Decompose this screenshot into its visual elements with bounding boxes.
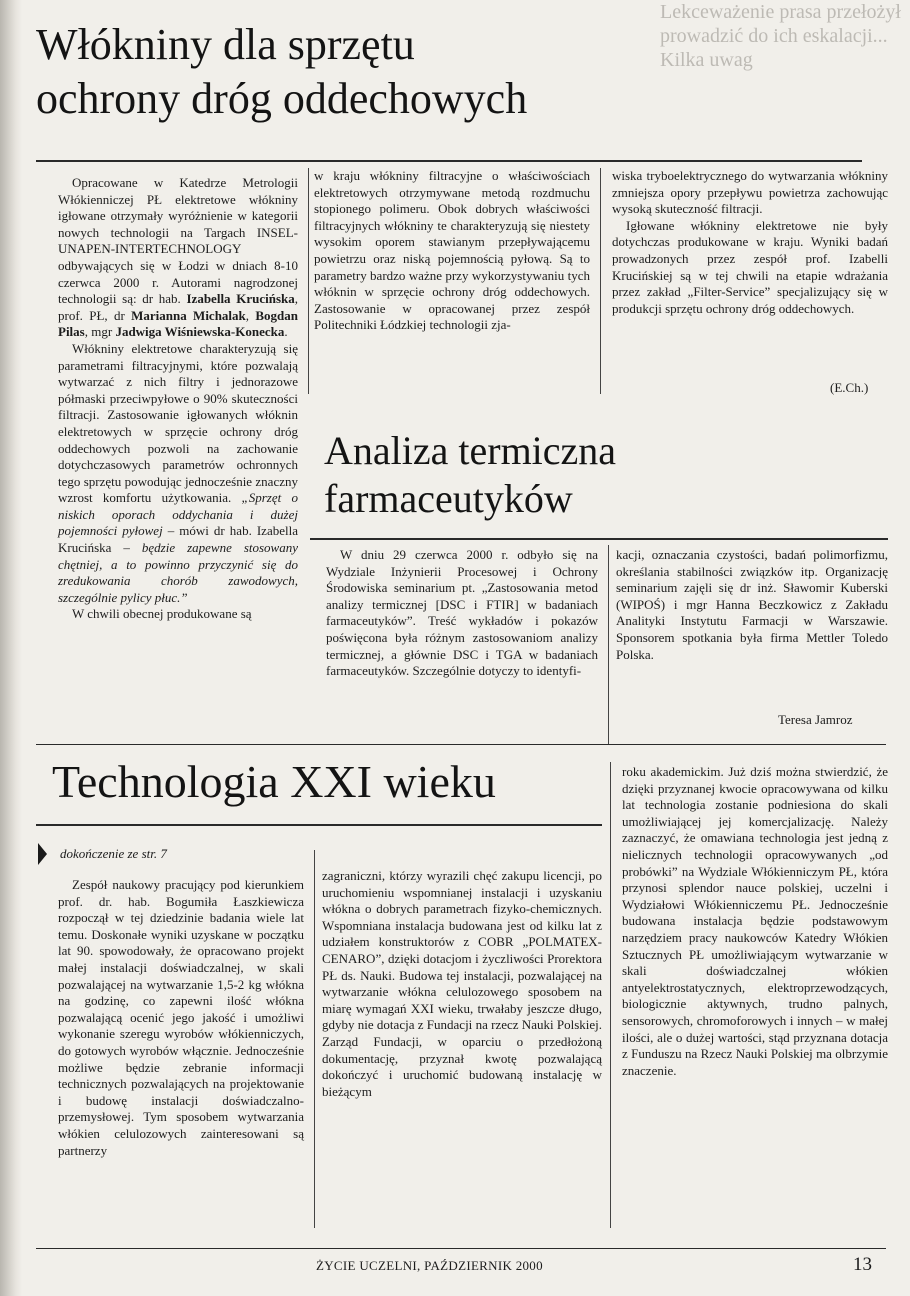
- text-run: , mgr: [84, 324, 116, 340]
- paragraph: [58, 341, 298, 607]
- article2-top-rule: [310, 538, 888, 540]
- continuation-arrow-icon: [38, 843, 47, 865]
- text-run: wiska tryboelektrycznego do wytwarzania włókniny zmniejsza opory przepływu powietrza zachowując wysoką skuteczność filtracji.: [612, 168, 888, 217]
- page-gutter-shadow: [0, 0, 22, 1296]
- paragraph: [326, 547, 598, 680]
- text-run: ,: [245, 307, 256, 323]
- text-run: Opracowane w Katedrze Metrologii Włókienniczej PŁ elektretowe włókniny igłowane otrzymały wyróżnienie w kategorii nowych technologii na Targach INSEL-UNAPEN-INTERTECHNOLOGY odbywających się w Łodzi w dniach 8-10 czerwca 2000 r. Autorami nagrodzonej technologii są: dr hab.: [58, 175, 298, 307]
- author-name: Marianna Michalak: [131, 307, 246, 323]
- text-run: kacji, oznaczania czystości, badań polimorfizmu, określania stabilności związków itp. Organizację seminarium zajęli się dr inż. Sławomir Kuberski (WIPOŚ) i mgr Hanna Beczkowicz z Zakładu Analityki Instytutu Farmacji w Warszawie. Sponsorem spotkania była firma Mettler Toledo Polska.: [616, 547, 888, 662]
- footer-publication: ŻYCIE UCZELNI, PAŹDZIERNIK 2000: [316, 1258, 543, 1273]
- quote-text: „Sprzęt o niskich oporach oddychania i dużej pojemności pyłowej: [58, 490, 298, 539]
- text-run: w kraju włókniny filtracyjne o właściwościach elektretowych otrzymywane metodą rozdmuchu stopionego polimeru. Obok dobrych właściwości filtracyjnych włókniny te charakteryzują się niestety wysokim oporem stawianym przepływającemu powietrzu oraz niską pojemnością pyłową. Są to parametry bardzo ważne przy wykorzystywaniu tych włóknin w sprzęcie ochrony dróg oddechowych. Zastosowanie w opracowanej przez zespół Politechniki Łódzkiej technologii zja-: [314, 168, 590, 333]
- paragraph: [58, 606, 298, 623]
- show-through-text: Lekceważenie prasa przełożył prowadzić do ich eskalacji... Kilka uwag: [660, 1, 901, 71]
- article1-top-rule: [36, 160, 862, 162]
- column-divider: [600, 168, 601, 394]
- text-run: zagraniczni, którzy wyrazili chęć zakupu licencji, po uruchomieniu wspomnianej instalacji i uzyskaniu włókna o dobrych parametrach fizyko-chemicznych. Wspomniana instalacja budowana jest od kilku lat z udziałem konstruktorów z COBR „POLMATEX-CENARO”, dzięki dotacjom i życzliwości Prorektora PŁ ds. Nauki. Budowa tej instalacji, pozwalającej na wytwarzanie włókna celulozowego sposobem na miarę wymagań XXI wieku, trwałaby jeszcze długo, gdyby nie dotacja z Fundacji na rzecz Nauki Polskiej. Zarząd Fundacji, w oparciu o przedłożoną dokumentację, przyznał kwotę pozwalającą dokończyć i uruchomić budowaną instalację w bieżącym: [322, 868, 602, 1099]
- column-divider: [610, 762, 611, 1228]
- footer-rule: [36, 1248, 886, 1249]
- article1-column-2: [314, 168, 590, 334]
- quote-text: będzie zapewne stosowany chętniej, a to powinno przyczynić się do zredukowania chorób zawodowych, szczególnie pylicy płuc.”: [58, 540, 298, 605]
- column-divider: [608, 545, 609, 745]
- author-name: Jadwiga Wiśniewska-Konecka: [115, 324, 285, 340]
- column-divider: [308, 168, 309, 394]
- article3-column-2: [322, 868, 602, 1100]
- page-footer: [30, 1254, 880, 1284]
- article3-column-3: [622, 764, 888, 1079]
- paragraph: [58, 877, 304, 1159]
- paragraph: [322, 868, 602, 1100]
- text-run: roku akademickim. Już dziś można stwierdzić, że dzięki przyznanej kwocie opracowywana od kilku lat technologia zostanie podniesiona do skali umożliwiającej jej komercjalizację. Należy zaznaczyć, że omawiana technologia jest jedną z nielicznych technologii opracowywanych „od probówki” na Wydziale Włókienniczym PŁ, która przynosi splendor nauce polskiej, uczelni i Wydziałowi Włókienniczemu PŁ. Jednocześnie budowana instalacja będzie podstawowym narzędziem pracy naukowców Katedry Włókien Sztucznych PŁ umożliwiającym wytwarzanie w skali doświadczalnej włókien antyelektrostatycznych, elektroprzewodzących, biologicznie aktywnych, trudno palnych, sensorowych, chromoforowych i innych – w małej ilości, ale o dużej wartości, stąd przyznana dotacja z Funduszu na Rzecz Nauki Polskiej ma olbrzymie znaczenie.: [622, 764, 888, 1078]
- paragraph: [58, 175, 298, 341]
- article1-signature: (E.Ch.): [830, 380, 869, 395]
- column-divider: [314, 850, 315, 1228]
- article2-column-1: [326, 547, 598, 680]
- continuation-note: dokończenie ze str. 7: [60, 846, 167, 861]
- paragraph: [314, 168, 590, 334]
- article2-headline: [324, 430, 884, 520]
- text-run: Włókniny elektretowe charakteryzują się parametrami filtracyjnymi, które pozwalają wytwarzać z nich filtry i jednorazowe półmaski przeciwpyłowe o 90% skuteczności filtracji. Zastosowanie igłowanych włóknin elektretowych w sprzęcie ochrony dróg oddechowych pozwoli na zachowanie dotychczasowych parametrów ochronnych tego sprzętu powodując jednocześnie znaczny wzrost komfortu użytkowania.: [58, 340, 298, 506]
- author-name: Bogdan Pilas: [58, 307, 298, 340]
- section-divider-rule: [36, 744, 886, 745]
- article2-title-line2: farmaceutyków: [324, 476, 573, 521]
- paragraph: [616, 547, 888, 663]
- article1-headline: [36, 22, 686, 122]
- text-run: Zespół naukowy pracujący pod kierunkiem prof. dr. hab. Bogumiła Łaszkiewicza rozpoczął w tej dziedzinie badania wiele lat temu. Doskonałe wyniki uzyskane w początku lat 90. spowodowały, że opracowano projekt małej instalacji doświadczalnej, w skali pozwalającej na wytwarzanie 1,5-2 kg włókna na godzinę, co zapewni ilość włókna pozwalającą ocenić jego jakość i umożliwi wykonanie szeregu wyrobów włókienniczych, do gotowych wyrobów włącznie. Jednocześnie możliwe będzie zebranie informacji technicznych pozwalających na projektowanie i budowę instalacji doświadczalno-przemysłowej. Tym sposobem wytwarzania włókien celulozowych zainteresowani są partnerzy: [58, 877, 304, 1158]
- article3-column-1: [58, 877, 304, 1159]
- text-run: .: [284, 324, 288, 340]
- page-number: 13: [853, 1254, 872, 1275]
- article3-title: Technologia XXI wieku: [52, 756, 496, 807]
- text-run: , prof. PŁ, dr: [58, 291, 298, 323]
- text-run: – mówi dr hab. Izabella Krucińska –: [58, 523, 298, 556]
- text-run: W dniu 29 czerwca 2000 r. odbyło się na Wydziale Inżynierii Procesowej i Ochrony Środowiska seminarium pt. „Zastosowania metod analizy termicznej [DSC i FTIR] w badaniach farmaceutyków”. Treść wykładów i pokazów poświęcona była różnym zastosowaniom analizy termicznej, a głównie DSC i TGA w badaniach farmaceutyków. Szczególnie dotyczy to identyfi-: [326, 547, 598, 679]
- article1-title-line1: Włókniny dla sprzętu: [36, 20, 415, 69]
- article2-title-line1: Analiza termiczna: [324, 428, 617, 473]
- text-run: W chwili obecnej produkowane są: [72, 606, 252, 622]
- paragraph: [612, 218, 888, 318]
- article2-signature: Teresa Jamroz: [778, 712, 853, 727]
- article3-title-rule: [36, 824, 602, 826]
- paragraph: [612, 168, 888, 218]
- article1-column-1: [58, 175, 298, 623]
- article2-column-2: [616, 547, 888, 663]
- author-name: Izabella Krucińska: [186, 291, 295, 307]
- article1-column-3: [612, 168, 888, 317]
- article1-title-line2: ochrony dróg oddechowych: [36, 74, 528, 124]
- text-run: Igłowane włókniny elektretowe nie były dotychczas produkowane w kraju. Wyniki badań prowadzonych przez zespół prof. Izabelli Krucińskiej są w tej chwili na etapie wdrażania przez zakład „Filter-Service” specjalizujący się w produkcji sprzętu ochrony dróg oddechowych.: [612, 217, 888, 316]
- paragraph: [622, 764, 888, 1079]
